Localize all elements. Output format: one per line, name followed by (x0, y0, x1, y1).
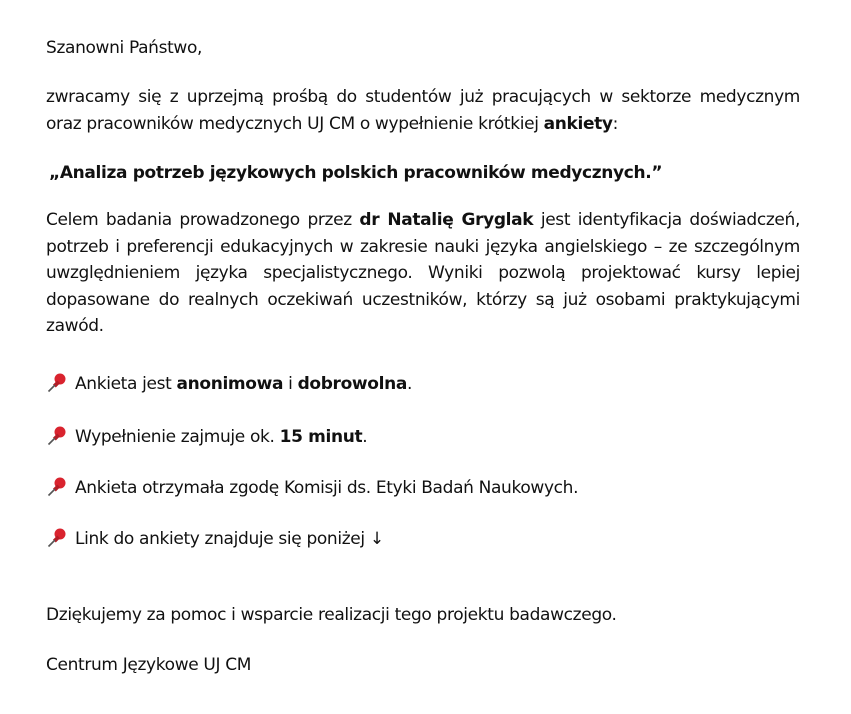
pushpin-icon (46, 527, 70, 547)
purpose-paragraph (46, 207, 800, 340)
bullet-2-bold-minutes: 15 minut (279, 427, 363, 447)
bullet-anonymous (46, 371, 800, 398)
bullet-1-end: . (406, 374, 413, 394)
bullet-4-text: Link do ankiety znajduje się poniżej ↓ (75, 529, 384, 549)
researcher-name: dr Natalię Gryglak (359, 210, 534, 230)
survey-title: „Analiza potrzeb językowych polskich pracowników medycznych.” (49, 163, 663, 183)
signature: Centrum Językowe UJ CM (46, 655, 252, 675)
bullet-1-bold-anonimowa: anonimowa (176, 374, 284, 394)
pushpin-icon (46, 372, 70, 392)
pushpin-icon (46, 476, 70, 496)
bullet-ethics (46, 475, 800, 502)
bullet-2-end: . (362, 427, 368, 447)
bullet-duration (46, 424, 800, 451)
pushpin-icon (46, 425, 70, 445)
purpose-after: jest identyfikacja doświadczeń, potrzeb i preferencji edukacyjnych w zakresie nauki języka angielskiego – ze szczególnym uwzględnieniem języka specjalistycznego. Wyniki pozwolą projektować kursy lepiej dopasowane do realnych oczekiwań uczestników, którzy są już osobami praktykującymi zawód. (46, 210, 800, 336)
bullet-1-bold-dobrowolna: dobrowolna (297, 374, 407, 394)
bullet-1-text: Ankieta jest (75, 374, 177, 394)
greeting: Szanowni Państwo, (46, 38, 203, 58)
intro-text: zwracamy się z uprzejmą prośbą do studentów już pracujących w sektorze medycznym oraz pracowników medycznych UJ CM o wypełnienie krótkiej (46, 87, 800, 134)
bullet-2-text: Wypełnienie zajmuje ok. (75, 427, 280, 447)
bullet-3-text: Ankieta otrzymała zgodę Komisji ds. Etyki Badań Naukowych. (75, 478, 579, 498)
thanks-paragraph: Dziękujemy za pomoc i wsparcie realizacji tego projektu badawczego. (46, 605, 617, 625)
intro-bold-ankiety: ankiety (543, 113, 613, 134)
bullet-1-mid: i (283, 374, 298, 394)
intro-colon: : (612, 113, 619, 134)
intro-paragraph (46, 84, 800, 137)
purpose-before: Celem badania prowadzonego przez (46, 210, 360, 230)
bullet-link (46, 526, 800, 553)
